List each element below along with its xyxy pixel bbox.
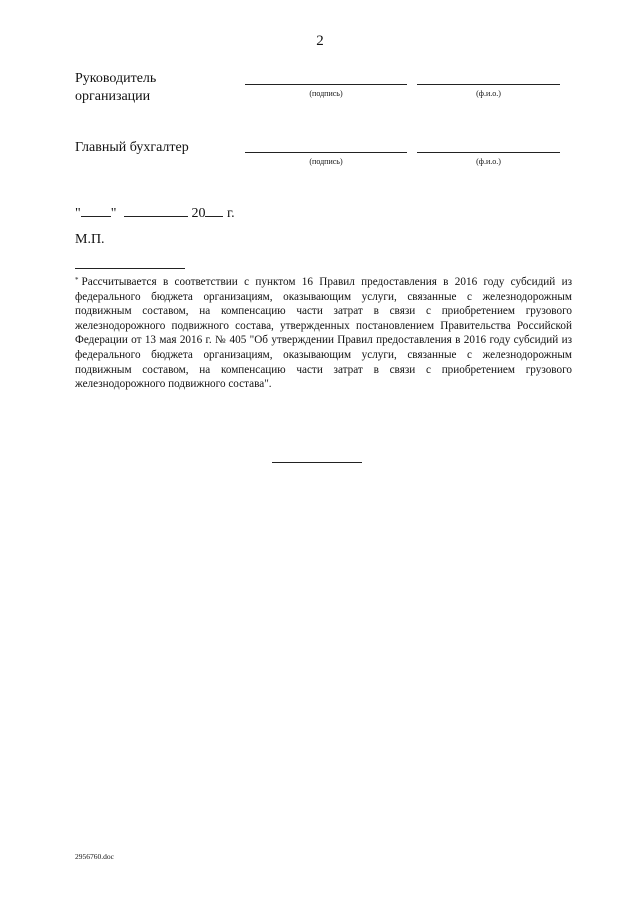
signatory-title-accountant [75, 139, 189, 157]
footnote-separator [75, 268, 185, 269]
signature-line [245, 84, 407, 85]
signature-line [245, 152, 407, 153]
footnote-text: Рассчитывается в соответствии с пунктом 16 Правил предоставления в 2016 году субсидий из федерального бюджета организациям, оказывающим услуги, связанные с железнодорожным подвижным составом, на компенсацию части затрат в связи с приобретением грузового железнодорожного подвижного состава, утвержденных постановлением Правительства Российской Федерации от 13 мая 2016 г. № 405 "Об утверждении Правил предоставления в 2016 году субсидий из федерального бюджета организациям, оказывающим услуги, связанные с железнодорожным подвижным составом, на компенсацию части затрат в связи с приобретением грузового железнодорожного подвижного состава". [75, 276, 572, 391]
date-quote-open: " [75, 206, 81, 221]
name-line [417, 152, 560, 153]
signature-caption: (подпись) [309, 157, 343, 166]
seal-label: М.П. [75, 232, 105, 247]
end-of-document-rule [272, 462, 362, 463]
page-number: 2 [316, 33, 324, 49]
signatory-title-head [75, 70, 156, 106]
day-blank [81, 204, 111, 217]
document-code: 2956760.doc [75, 852, 114, 861]
footnote-mark: * [75, 276, 79, 284]
date-quote-close: " [110, 206, 117, 221]
signatory-title-line: Руководитель [75, 71, 157, 86]
signatory-title-line: Главный бухгалтер [75, 140, 189, 155]
signature-caption: (подпись) [309, 89, 343, 98]
signatory-title-line: организации [75, 89, 151, 104]
name-caption: (ф.и.о.) [476, 157, 501, 166]
name-line [417, 84, 560, 85]
year-prefix: 20 [191, 206, 206, 221]
date-line [75, 204, 235, 222]
footnote [75, 275, 572, 392]
name-caption: (ф.и.о.) [476, 89, 501, 98]
month-blank [124, 204, 188, 217]
year-suffix: г. [226, 206, 235, 221]
year-blank [205, 204, 223, 217]
